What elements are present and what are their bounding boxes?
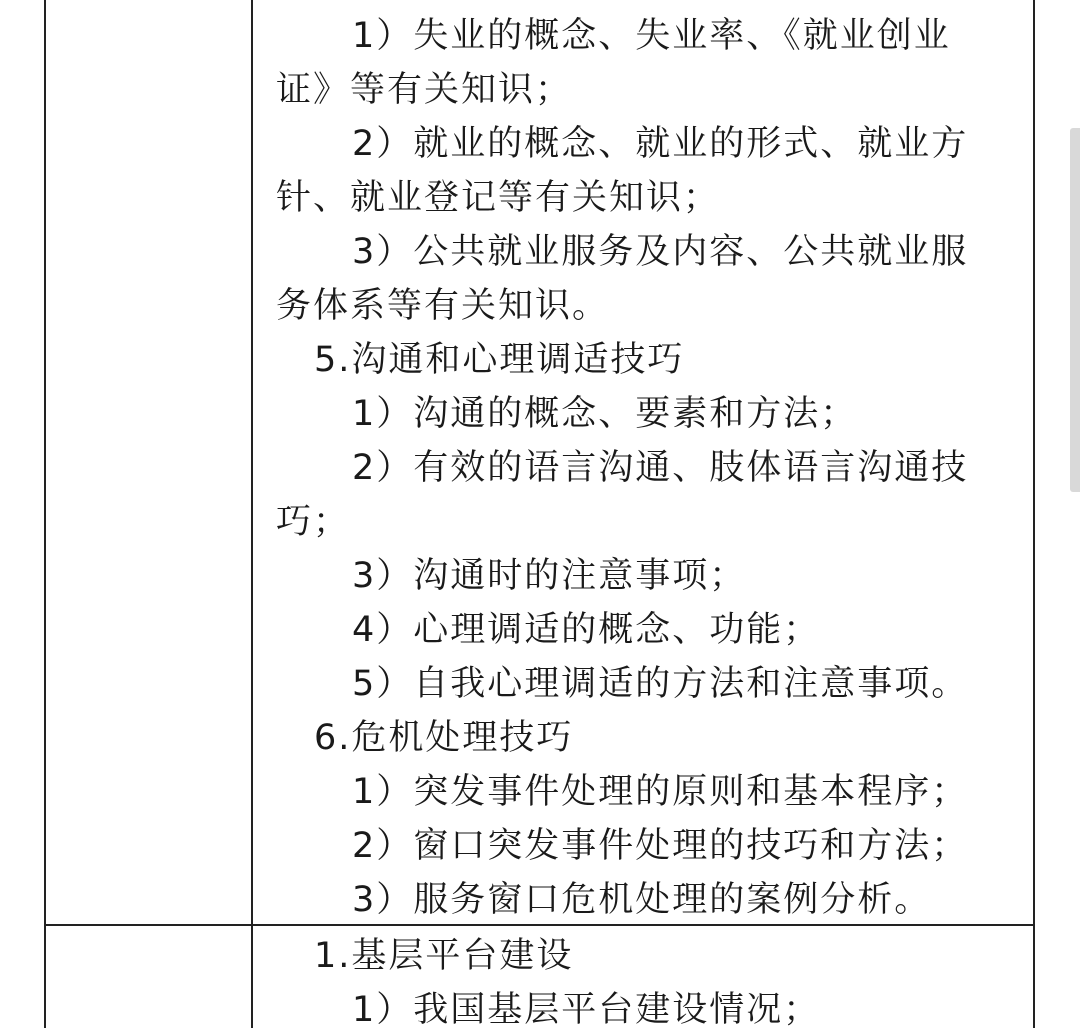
section-heading: 1.基层平台建设	[314, 936, 574, 976]
section-heading: 6.危机处理技巧	[314, 718, 574, 758]
list-item: 2）就业的概念、就业的形式、就业方	[352, 124, 969, 164]
list-item: 1）失业的概念、失业率、《就业创业	[352, 16, 951, 56]
list-item: 3）沟通时的注意事项；	[352, 556, 747, 596]
list-item: 巧；	[276, 502, 351, 542]
table-border-right	[1033, 0, 1035, 1028]
table-border-column	[251, 0, 253, 1028]
list-item: 1）沟通的概念、要素和方法；	[352, 394, 858, 434]
list-item: 证》等有关知识；	[276, 70, 573, 110]
table-row-divider	[44, 924, 1035, 926]
list-item: 3）服务窗口危机处理的案例分析。	[352, 880, 932, 920]
scrollbar[interactable]	[1070, 128, 1080, 492]
list-item: 1）我国基层平台建设情况；	[352, 990, 821, 1030]
list-item: 2）窗口突发事件处理的技巧和方法；	[352, 826, 969, 866]
list-item: 3）公共就业服务及内容、公共就业服	[352, 232, 969, 272]
table-border-left	[44, 0, 46, 1028]
section-heading: 5.沟通和心理调适技巧	[314, 340, 685, 380]
list-item: 4）心理调适的概念、功能；	[352, 610, 821, 650]
list-item: 5）自我心理调适的方法和注意事项。	[352, 664, 969, 704]
list-item: 务体系等有关知识。	[276, 286, 610, 326]
list-item: 针、就业登记等有关知识；	[276, 178, 721, 218]
list-item: 1）突发事件处理的原则和基本程序；	[352, 772, 969, 812]
list-item: 2）有效的语言沟通、肢体语言沟通技	[352, 448, 969, 488]
